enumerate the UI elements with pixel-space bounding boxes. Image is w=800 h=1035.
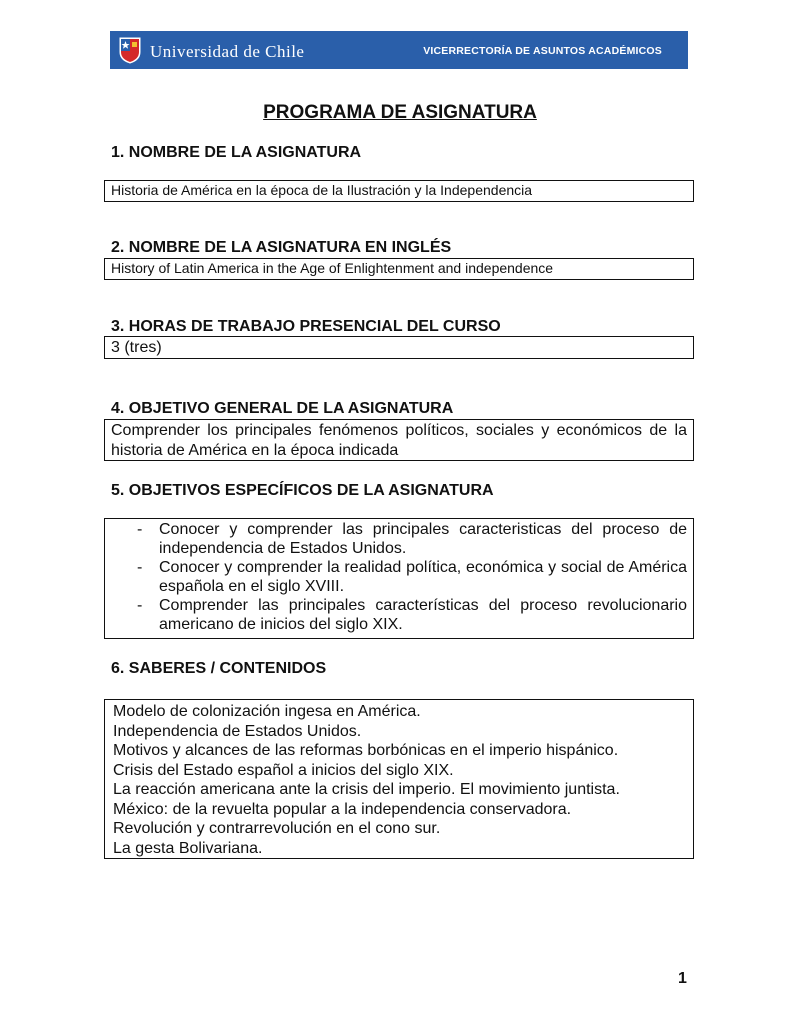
- section-6-heading: 6. SABERES / CONTENIDOS: [111, 660, 327, 677]
- section-2-heading: 2. NOMBRE DE LA ASIGNATURA EN INGLÉS: [111, 239, 452, 256]
- header-banner: [110, 31, 688, 69]
- section-4-box: [104, 419, 694, 461]
- university-crest-icon: [116, 36, 144, 64]
- list-item: - Conocer y comprender la realidad política, económica y social de América española en el siglo XVIII.: [111, 558, 687, 596]
- section-5-box: [104, 518, 694, 639]
- list-item: Revolución y contrarrevolución en el cono sur.: [113, 820, 441, 837]
- list-item: La reacción americana ante la crisis del imperio. El movimiento juntista.: [113, 781, 620, 798]
- section-5-heading: 5. OBJETIVOS ESPECÍFICOS DE LA ASIGNATURA: [111, 482, 494, 499]
- page-number: 1: [678, 970, 687, 987]
- section-3-box: [104, 336, 694, 359]
- university-name: Universidad de Chile: [150, 42, 305, 61]
- section-3-value: 3 (tres): [111, 339, 162, 356]
- list-item: La gesta Bolivariana.: [113, 839, 263, 857]
- section-2-box: [104, 258, 694, 280]
- specific-objectives-list: [111, 520, 687, 634]
- page-title: PROGRAMA DE ASIGNATURA: [263, 102, 537, 123]
- list-item: Independencia de Estados Unidos.: [113, 722, 362, 740]
- section-3-heading: 3. HORAS DE TRABAJO PRESENCIAL DEL CURSO: [111, 318, 501, 335]
- list-item: - Conocer y comprender las principales caracteristicas del proceso de independencia de Estados Unidos.: [111, 520, 687, 558]
- list-item: Crisis del Estado español a inicios del siglo XIX.: [113, 761, 454, 779]
- section-6-box: [104, 699, 694, 859]
- list-item: - Comprender las principales características del proceso revolucionario americano de inicios del siglo XIX.: [111, 596, 687, 634]
- vicerrectoria-label: VICERRECTORÍA DE ASUNTOS ACADÉMICOS: [423, 45, 662, 57]
- section-2-value: History of Latin America in the Age of Enlightenment and independence: [111, 260, 554, 276]
- section-1-value: Historia de América en la época de la Ilustración y la Independencia: [111, 182, 533, 198]
- section-1-box: [104, 180, 694, 202]
- section-4-heading: 4. OBJETIVO GENERAL DE LA ASIGNATURA: [111, 400, 454, 417]
- section-4-value: Comprender los principales fenómenos políticos, sociales y económicos de la historia de América en la época indicada: [111, 422, 687, 459]
- list-item: México: de la revuelta popular a la independencia conservadora.: [113, 800, 572, 818]
- list-item: Modelo de colonización ingesa en América.: [113, 703, 421, 720]
- list-item: Motivos y alcances de las reformas borbónicas en el imperio hispánico.: [113, 742, 619, 759]
- section-1-heading: 1. NOMBRE DE LA ASIGNATURA: [111, 144, 362, 161]
